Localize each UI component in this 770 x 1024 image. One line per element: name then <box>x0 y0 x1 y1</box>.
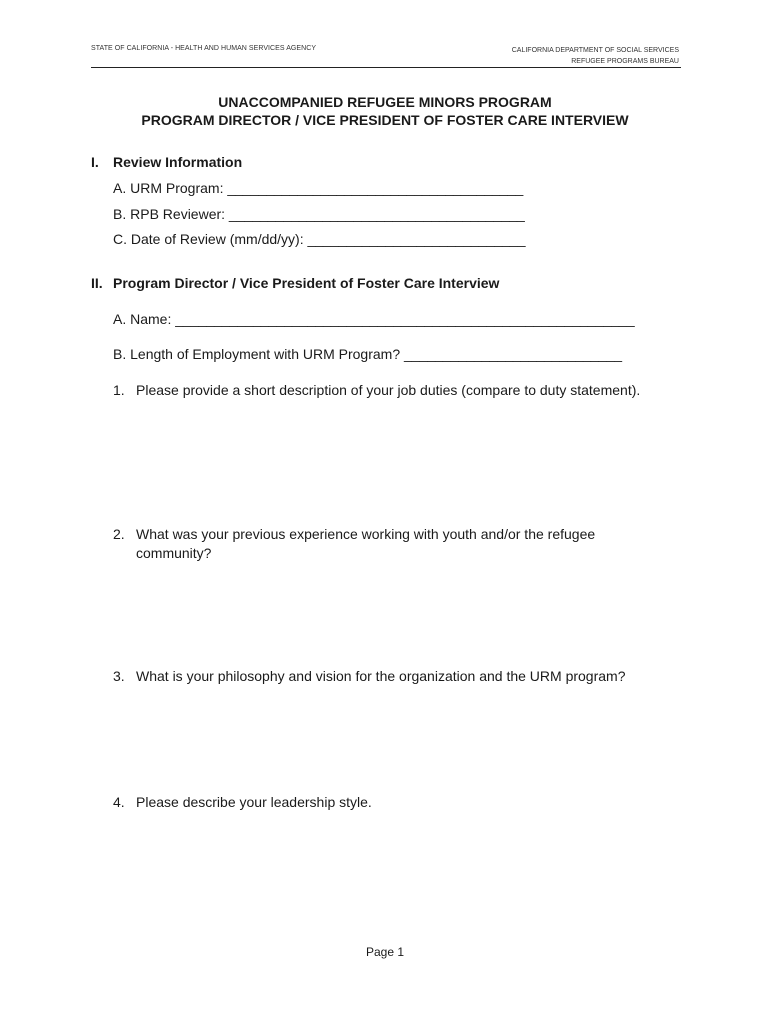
rpb-reviewer-field[interactable]: B. RPB Reviewer: ______________________________________ <box>113 206 525 222</box>
header-department-name: CALIFORNIA DEPARTMENT OF SOCIAL SERVICES <box>511 47 679 54</box>
page-number: Page 1 <box>365 945 405 959</box>
header-divider <box>91 67 681 68</box>
question-3-number: 3. <box>113 668 125 684</box>
header-bureau-name: REFUGEE PROGRAMS BUREAU <box>571 58 679 65</box>
section-1-number: I. <box>91 154 99 170</box>
section-2-title: Program Director / Vice President of Foster Care Interview <box>113 275 500 291</box>
length-of-employment-field[interactable]: B. Length of Employment with URM Program? ____________________________ <box>113 346 623 362</box>
question-3-text: What is your philosophy and vision for the organization and the URM program? <box>136 668 626 684</box>
question-1-number: 1. <box>113 382 125 398</box>
document-title: UNACCOMPANIED REFUGEE MINORS PROGRAM <box>218 94 552 110</box>
urm-program-field[interactable]: A. URM Program: ______________________________________ <box>113 180 524 196</box>
section-2-heading <box>91 275 499 291</box>
name-field[interactable]: A. Name: ___________________________________________________________ <box>113 311 635 327</box>
section-1-heading <box>91 154 242 170</box>
question-2 <box>113 525 673 563</box>
question-2-number: 2. <box>113 526 125 542</box>
question-2-text: What was your previous experience working with youth and/or the refugee community? <box>136 526 596 561</box>
question-1-text: Please provide a short description of your job duties (compare to duty statement). <box>136 382 641 398</box>
section-2-number: II. <box>91 275 103 291</box>
section-1-title: Review Information <box>113 154 243 170</box>
question-4 <box>113 793 673 812</box>
header-department <box>512 45 679 67</box>
document-subtitle: PROGRAM DIRECTOR / VICE PRESIDENT OF FOSTER CARE INTERVIEW <box>141 112 629 128</box>
question-4-number: 4. <box>113 794 125 810</box>
header-agency: STATE OF CALIFORNIA - HEALTH AND HUMAN SERVICES AGENCY <box>91 45 317 52</box>
question-3 <box>113 667 673 686</box>
date-of-review-field[interactable]: C. Date of Review (mm/dd/yy): ____________________________ <box>113 231 526 247</box>
question-1 <box>113 381 673 400</box>
question-4-text: Please describe your leadership style. <box>136 794 372 810</box>
